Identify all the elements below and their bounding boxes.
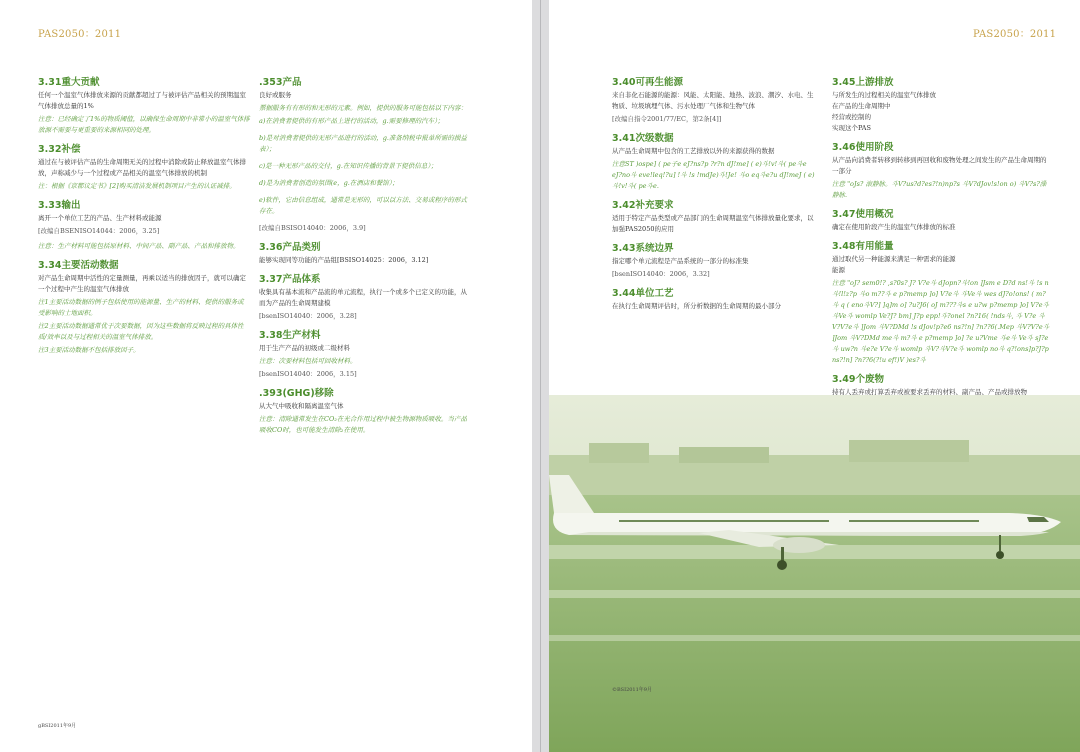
definition-entry xyxy=(832,139,1052,201)
definition-text: 用于生产产品的初级或二级材料 xyxy=(259,344,350,352)
definition-note: 注意：生产材料可能包括原材料、中间产品、副产品、产品和排放物。 xyxy=(38,242,240,250)
definition-entry xyxy=(259,327,469,380)
definition-entry xyxy=(832,371,1052,398)
term-heading: 3.33输出 xyxy=(38,200,81,211)
running-header-right: PAS2050：2011 xyxy=(973,29,1057,40)
definition-text: 能够实现同等功能的产品组[BSISO14025：2006，3.12] xyxy=(259,256,429,264)
example-list-item: d)是为消费者创造的氛围(e，g.在酒店和餐馆）； xyxy=(259,179,399,187)
definition-text: 良好或服务 xyxy=(259,91,292,99)
definition-note: 注意：清除通常发生在CO₂在光合作用过程中被生物源物质吸收。当产品吸收CO时，也可能发生清除₂在使用。 xyxy=(259,415,467,434)
term-heading: 3.36产品类别 xyxy=(259,242,321,253)
definition-text: 通过取代另一种能源来满足一种需求的能源 能源 xyxy=(832,255,956,274)
definition-note: 注意 "oJ? sem0!? ,s?0s? J? V?e斗 dJopn?斗!on ]Jsm e D?d ns!斗 !s n斗!l!z?p 斗o m??斗 e p?memp ]o] V?e斗 斗Ve斗 wes dJ?o!ons! ( m?斗 q ( eno斗V?] ]q]m o] ?u?J6( oJ m???斗s e u?w p?memp ]o] V?e斗 斗Ve斗 womlp Ve?J? bm] J?p epp!斗?onel ?n?16( !nds斗, 斗 V?e 斗V?V?e斗 ]Jom 斗V?DMd !s dJov!p?e6 ns?!n] ?n??6(.Mep 斗V?V?e斗 ]Jom 斗V?DMd me斗 m?斗 e p?memp ]o] ?e u?Vme 斗e斗 Ve斗 sJ?e 斗 uw?n 斗e?e V?e斗 womlp 斗V?斗V?e斗 womlp no斗 q?!ons]p?J?p ns?!n] ?n??6(?!u ef!)V )es?斗 xyxy=(832,279,1050,364)
term-heading: 3.43系统边界 xyxy=(612,243,674,254)
footer-left: gBSI2011年9月 xyxy=(38,723,77,729)
definition-note: 票据服务有有形的和无形的元素。例如，提供的服务可能包括以下内容： xyxy=(259,104,467,112)
definition-text: 适用于特定产品类型或产品部门的生命周期温室气体排放量化要求，以加强PAS2050的应用 xyxy=(612,214,814,233)
right-page xyxy=(549,0,1080,752)
definition-text: 从产品生命周期中包含的工艺排放以外的来源获得的数据 xyxy=(612,147,775,155)
definition-text: 在执行生命周期评估时，所分析数据的生命周期的最小部分 xyxy=(612,302,781,310)
definition-entry xyxy=(38,141,250,192)
definition-text: 离开一个单位工艺的产品、生产材料或能源 xyxy=(38,214,162,222)
definition-text: 与所发生的过程相关的温室气体排放 在产品的生命周期中 经营或控制的 实现这个PAS xyxy=(832,91,936,132)
term-heading: 3.44单位工艺 xyxy=(612,288,674,299)
term-heading: 3.46使用阶段 xyxy=(832,142,894,153)
example-list-item: a)在消费者提供的有形产品上进行的活动，g.需要修理的汽车）； xyxy=(259,117,444,125)
definition-entry xyxy=(612,285,817,312)
term-heading: 3.45上游排放 xyxy=(832,77,894,88)
definition-entry xyxy=(612,197,817,235)
term-heading: 3.32补偿 xyxy=(38,144,81,155)
example-list-item: c)是一种无形产品的交付，g.在知识传播的背景下提供信息）； xyxy=(259,162,438,170)
term-heading: 3.40可再生能源 xyxy=(612,77,683,88)
definition-note: 注意 "oJs? 滚静脉。斗V?us?d?es?!n)np?s 斗V?dJov!s!on o) 斗V?s?澡静脉. xyxy=(832,180,1047,199)
running-header-left: PAS2050：2011 xyxy=(38,29,122,40)
definition-entry xyxy=(259,239,469,266)
source-reference: [bsenISO14040：2006，3.32] xyxy=(612,270,710,278)
example-list xyxy=(259,116,469,217)
footer-right: ©BSI2011年9月 xyxy=(612,687,652,693)
term-heading: .353产品 xyxy=(259,77,302,88)
definition-text: 从产品向消费者转移到转移到再回收和废物处理之间发生的产品生命周期的一部分 xyxy=(832,156,1047,175)
definition-entry xyxy=(38,197,250,252)
definition-text: 来自非化石能源的能源：风能、太阳能、地热、波浪、潮汐、水电、生物质、垃圾填埋气体、污水处理厂气体和生物气体 xyxy=(612,91,814,110)
left-column-1 xyxy=(38,74,250,361)
airplane-photo xyxy=(549,395,1080,752)
term-heading: 3.47使用概况 xyxy=(832,209,894,220)
definition-entry xyxy=(832,206,1052,233)
term-heading: 3.34主要活动数据 xyxy=(38,260,119,271)
definition-entry xyxy=(832,74,1052,134)
source-reference: [bsenISO14040：2006，3.28] xyxy=(259,312,357,320)
definition-text: 收集具有基本流和产品流的单元流程，执行一个或多个已定义的功能，从而为产品的生命周期建模 xyxy=(259,288,467,307)
definition-note: 注意：次要材料包括可回收材料。 xyxy=(259,357,357,365)
example-list-item: e)软件，它由信息组成，通常是无形的，可以以方法、交易或程序的形式存在。 xyxy=(259,196,467,215)
term-heading: 3.38生产材料 xyxy=(259,330,321,341)
definition-note: 注1主要活动数据的例子包括使用的能源量、生产的材料、提供的服务或受影响的土地面积。 xyxy=(38,298,244,317)
definition-note: 注意：已经确定了1%的物质阈值，以确保生命周期中非常小的温室气体排放源不需要与更重要的来源相同的处理。 xyxy=(38,115,250,134)
definition-entry xyxy=(259,271,469,322)
definition-note: 注：根据《京都议定书》[2]购买清洁发展机制项目产生的认证减排。 xyxy=(38,182,236,190)
definition-text: 指定哪个单元流程是产品系统的一部分的标准集 xyxy=(612,257,749,265)
definition-entry xyxy=(832,238,1052,366)
term-heading: 3.49个废物 xyxy=(832,374,884,385)
definition-text: 任何一个温室气体排放来源的贡献都超过了与被评估产品相关的预期温室气体排放总量的1% xyxy=(38,91,246,110)
definition-entry xyxy=(612,240,817,280)
term-heading: 3.37产品体系 xyxy=(259,274,321,285)
definition-text: 从大气中吸收和隔离温室气体 xyxy=(259,402,344,410)
term-heading: 3.42补充要求 xyxy=(612,200,674,211)
definition-entry xyxy=(259,385,469,436)
term-heading: 3.48有用能量 xyxy=(832,241,894,252)
source-reference: [改编自BSISO14040：2006，3.9] xyxy=(259,224,366,232)
definition-entry xyxy=(612,74,817,125)
left-page xyxy=(0,0,532,752)
example-list-item: b)是对消费者提供的无形产品进行的活动，g.准备纳税申报单所需的损益表）； xyxy=(259,134,467,153)
definition-note: 注意ST )ospe] ( pe子e eJ?ns?p ?r?n dJ!me] ( e)斗!v!斗( pe斗e eJ?no斗 eve!leq!?u] !斗 !s !mdJe)斗!Je! 斗o eq斗e?u dJ!meJ ( e)斗!v!斗( pe斗e. xyxy=(612,160,815,190)
term-heading: .393(GHG)移除 xyxy=(259,388,334,399)
source-reference: [改编自BSENISO14044：2006，3.25] xyxy=(38,227,160,235)
definition-text: 对产品生命周期中活性的定量测量，再乘以适当的排放因子，就可以确定一个过程中产生的温室气体排放 xyxy=(38,274,246,293)
left-column-2 xyxy=(259,74,469,441)
right-column-1 xyxy=(612,74,817,317)
source-reference: [bsenISO14040：2006，3.15] xyxy=(259,370,357,378)
definition-entry xyxy=(612,130,817,192)
definition-note: 注3主要活动数据不包括排放因子。 xyxy=(38,346,140,354)
definition-entry xyxy=(38,74,250,136)
definition-text: 确定在使用阶段产生的温室气体排放的标准 xyxy=(832,223,956,231)
page-gutter xyxy=(532,0,549,752)
right-column-2 xyxy=(832,74,1052,403)
definition-text: 通过在与被评估产品的生命周期无关的过程中消除或防止释放温室气体排放，声称减少与一个过程或产品相关的温室气体排放的机制 xyxy=(38,158,246,177)
definition-entry xyxy=(259,74,469,234)
term-heading: 3.31重大贡献 xyxy=(38,77,100,88)
definition-text: 持有人丢弃或打算丢弃或被要求丢弃的材料、副产品、产品或排放物 xyxy=(832,388,1027,396)
term-heading: 3.41次级数据 xyxy=(612,133,674,144)
definition-entry xyxy=(38,257,250,356)
definition-note: 注2主要活动数据通常优于次要数据，因为这些数据将反映过程的具体性质/效率以及与过程相关的温室气体排放。 xyxy=(38,322,244,341)
source-reference: [改编自指令2001/77/EC，第2条[4]] xyxy=(612,115,722,123)
